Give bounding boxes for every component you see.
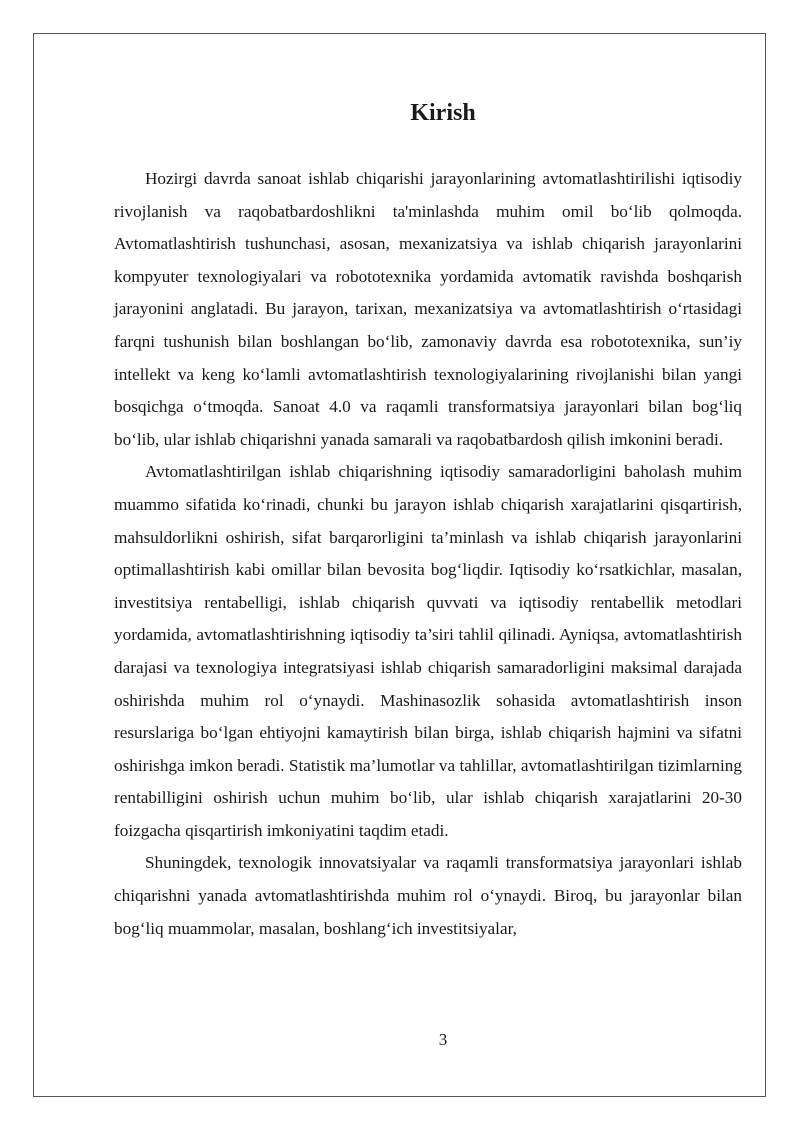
page-title: Kirish	[410, 100, 476, 126]
paragraph-2: Avtomatlashtirilgan ishlab chiqarishning iqtisodiy samaradorligini baholash muhim muammo sifatida ko‘rinadi, chunki bu jarayon ishlab chiqarish xarajatlarini qisqartirish, mahsuldorlikni oshirish, sifat barqarorligini ta’minlash va ishlab chiqarish jarayonlarini optimallashtirish kabi omillar bilan bevosita bog‘liqdir. Iqtisodiy ko‘rsatkichlar, masalan, investitsiya rentabelligi, ishlab chiqarish quvvati va iqtisodiy rentabellik metodlari yordamida, avtomatlashtirishning iqtisodiy ta’siri tahlil qilinadi. Ayniqsa, avtomatlashtirish darajasi va texnologiya integratsiyasi ishlab chiqarish samaradorligini maksimal darajada oshirishda muhim rol o‘ynaydi. Mashinasozlik sohasida avtomatlashtirish inson resurslariga bo‘lgan ehtiyojni kamaytirish bilan birga, ishlab chiqarish hajmini va sifatni oshirishga imkon beradi. Statistik ma’lumotlar va tahlillar, avtomatlashtirilgan tizimlarning rentabilligini oshirish uchun muhim bo‘lib, ular ishlab chiqarish xarajatlarini 20-30 foizgacha qisqartirish imkoniyatini taqdim etadi.	[114, 462, 742, 840]
paragraph-3: Shuningdek, texnologik innovatsiyalar va raqamli transformatsiya jarayonlari ishlab chiqarishni yanada avtomatlashtirishda muhim rol o‘ynaydi. Biroq, bu jarayonlar bilan bog‘liq muammolar, masalan, boshlang‘ich investitsiyalar,	[114, 853, 742, 938]
document-body	[114, 163, 742, 945]
paragraph-1: Hozirgi davrda sanoat ishlab chiqarishi jarayonlarining avtomatlashtirilishi iqtisodiy rivojlanish va raqobatbardoshlikni ta'minlashda muhim omil bo‘lib qolmoqda. Avtomatlashtirish tushunchasi, asosan, mexanizatsiya va ishlab chiqarish jarayonlarini kompyuter texnologiyalari va robototexnika yordamida avtomatik ravishda boshqarish jarayonini anglatadi. Bu jarayon, tarixan, mexanizatsiya va avtomatlashtirish o‘rtasidagi farqni tushunish bilan boshlangan bo‘lib, zamonaviy davrda esa robototexnika, sun’iy intellekt va keng ko‘lamli avtomatlashtirish texnologiyalarining rivojlanishi bilan yangi bosqichga o‘tmoqda. Sanoat 4.0 va raqamli transformatsiya jarayonlari bilan bog‘liq bo‘lib, ular ishlab chiqarishni yanada samarali va raqobatbardosh qilish imkonini beradi.	[114, 169, 742, 449]
page-number: 3	[438, 1030, 448, 1049]
